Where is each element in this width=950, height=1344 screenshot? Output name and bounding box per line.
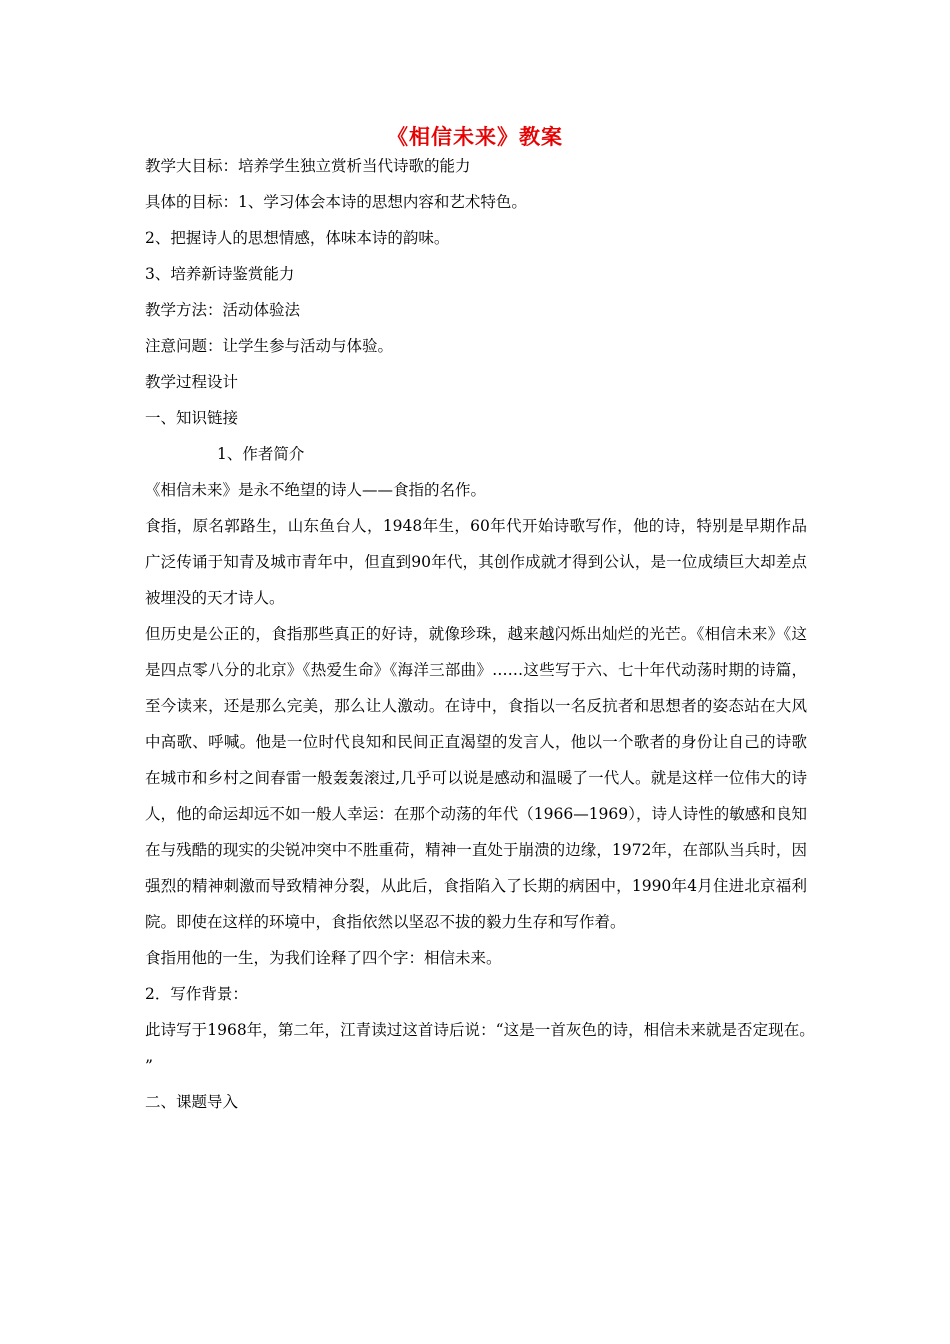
heading-lesson-intro: 二、课题导入: [145, 1093, 239, 1111]
paragraph-attention: 注意问题：让学生参与活动与体验。: [145, 337, 394, 355]
document-body: [145, 148, 807, 1120]
paragraph-author-bio: 食指，原名郭路生，山东鱼台人，1948年生，60年代开始诗歌写作，他的诗，特别是早期作品广泛传诵于知青及城市青年中，但直到90年代，其创作成就才得到公认，是一位成绩巨大却差点被埋没的天才诗人。: [145, 517, 807, 607]
paragraph-masterpiece: 《相信未来》是永不绝望的诗人——食指的名作。: [145, 481, 487, 499]
heading-author-intro: 1、作者简介: [217, 445, 305, 463]
paragraph-specific-goal-2: 2、把握诗人的思想情感，体味本诗的韵味。: [145, 229, 450, 247]
paragraph-believe-future: 食指用他的一生，为我们诠释了四个字：相信未来。: [145, 949, 502, 967]
paragraph-background: 此诗写于1968年，第二年，江青读过这首诗后说：“这是一首灰色的诗，相信未来就是否定现在。”: [145, 1021, 807, 1075]
document-title: 《相信未来》教案: [387, 125, 563, 149]
paragraph-history: 但历史是公正的，食指那些真正的好诗，就像珍珠，越来越闪烁出灿烂的光芒。《相信未来》《这是四点零八分的北京》《热爱生命》《海洋三部曲》……这些写于六、七十年代动荡时期的诗篇，至今读来，还是那么完美，那么让人激动。在诗中，食指以一名反抗者和思想者的姿态站在大风中高歌、呼喊。他是一位时代良知和民间正直渴望的发言人，他以一个歌者的身份让自己的诗歌在城市和乡村之间春雷一般轰轰滚过,几乎可以说是感动和温暖了一代人。就是这样一位伟大的诗人，他的命运却远不如一般人幸运：在那个动荡的年代（1966—1969），诗人诗性的敏感和良知在与残酷的现实的尖锐冲突中不胜重荷，精神一直处于崩溃的边缘，1972年，在部队当兵时，因强烈的精神刺激而导致精神分裂，从此后，食指陷入了长期的病困中，1990年4月住进北京福利院。即使在这样的环境中，食指依然以坚忍不拔的毅力生存和写作着。: [145, 625, 807, 931]
paragraph-teaching-goal: 教学大目标：培养学生独立赏析当代诗歌的能力: [145, 157, 471, 175]
heading-process-design: 教学过程设计: [145, 373, 239, 391]
heading-writing-background: 2．写作背景：: [145, 985, 248, 1003]
paragraph-teaching-method: 教学方法：活动体验法: [145, 301, 301, 319]
paragraph-specific-goal-3: 3、培养新诗鉴赏能力: [145, 265, 295, 283]
heading-knowledge-link: 一、知识链接: [145, 409, 239, 427]
paragraph-specific-goal-1: 具体的目标：1、学习体会本诗的思想内容和艺术特色。: [145, 193, 527, 211]
